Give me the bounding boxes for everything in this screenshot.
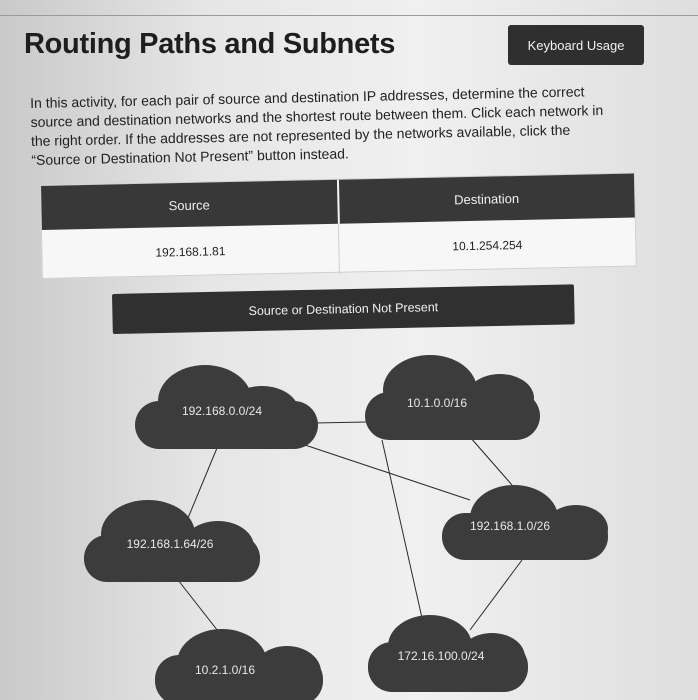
network-label: 192.168.1.64/26 bbox=[126, 537, 214, 551]
network-cloud-192-168-1-64[interactable] bbox=[84, 500, 260, 582]
link-192-168-0-0-to-192-168-1-0 bbox=[293, 441, 470, 500]
page-title: Routing Paths and Subnets bbox=[24, 28, 396, 60]
source-ip: 192.168.1.81 bbox=[155, 244, 226, 260]
link-10-1-0-0-to-192-168-1-0 bbox=[470, 437, 512, 485]
instructions-text: In this activity, for each pair of source and destination IP addresses, determine the correct source and destination networks and the shortest route between them. Click each network in the right order. If the addresses are not represented by the networks available, click the “Source or Destination Not Present” button instead. bbox=[30, 83, 604, 168]
network-cloud-10-1-0-0[interactable] bbox=[365, 355, 540, 440]
keyboard-usage-button[interactable]: Keyboard Usage bbox=[508, 25, 644, 65]
network-cloud-172-16-100-0[interactable] bbox=[368, 615, 528, 692]
network-label: 10.1.0.0/16 bbox=[406, 396, 468, 410]
network-label: 192.168.1.0/26 bbox=[469, 519, 551, 533]
link-10-1-0-0-to-172-16-100-0 bbox=[382, 440, 422, 618]
source-header: Source bbox=[41, 180, 338, 230]
network-label: 172.16.100.0/24 bbox=[397, 649, 485, 663]
network-label: 192.168.0.0/24 bbox=[181, 404, 263, 418]
link-192-168-0-0-to-192-168-1-64 bbox=[188, 448, 217, 518]
destination-header: Destination bbox=[337, 174, 634, 224]
destination-ip: 10.1.254.254 bbox=[338, 218, 635, 274]
network-cloud-192-168-0-0[interactable] bbox=[135, 365, 318, 449]
source-or-destination-not-present-button[interactable]: Source or Destination Not Present bbox=[112, 284, 575, 334]
network-cloud-10-2-1-0[interactable] bbox=[155, 629, 323, 700]
network-label: 10.2.1.0/16 bbox=[194, 663, 256, 677]
network-cloud-192-168-1-0[interactable] bbox=[442, 485, 608, 560]
link-192-168-0-0-to-10-1-0-0 bbox=[315, 422, 366, 423]
link-192-168-1-0-to-172-16-100-0 bbox=[470, 560, 522, 630]
